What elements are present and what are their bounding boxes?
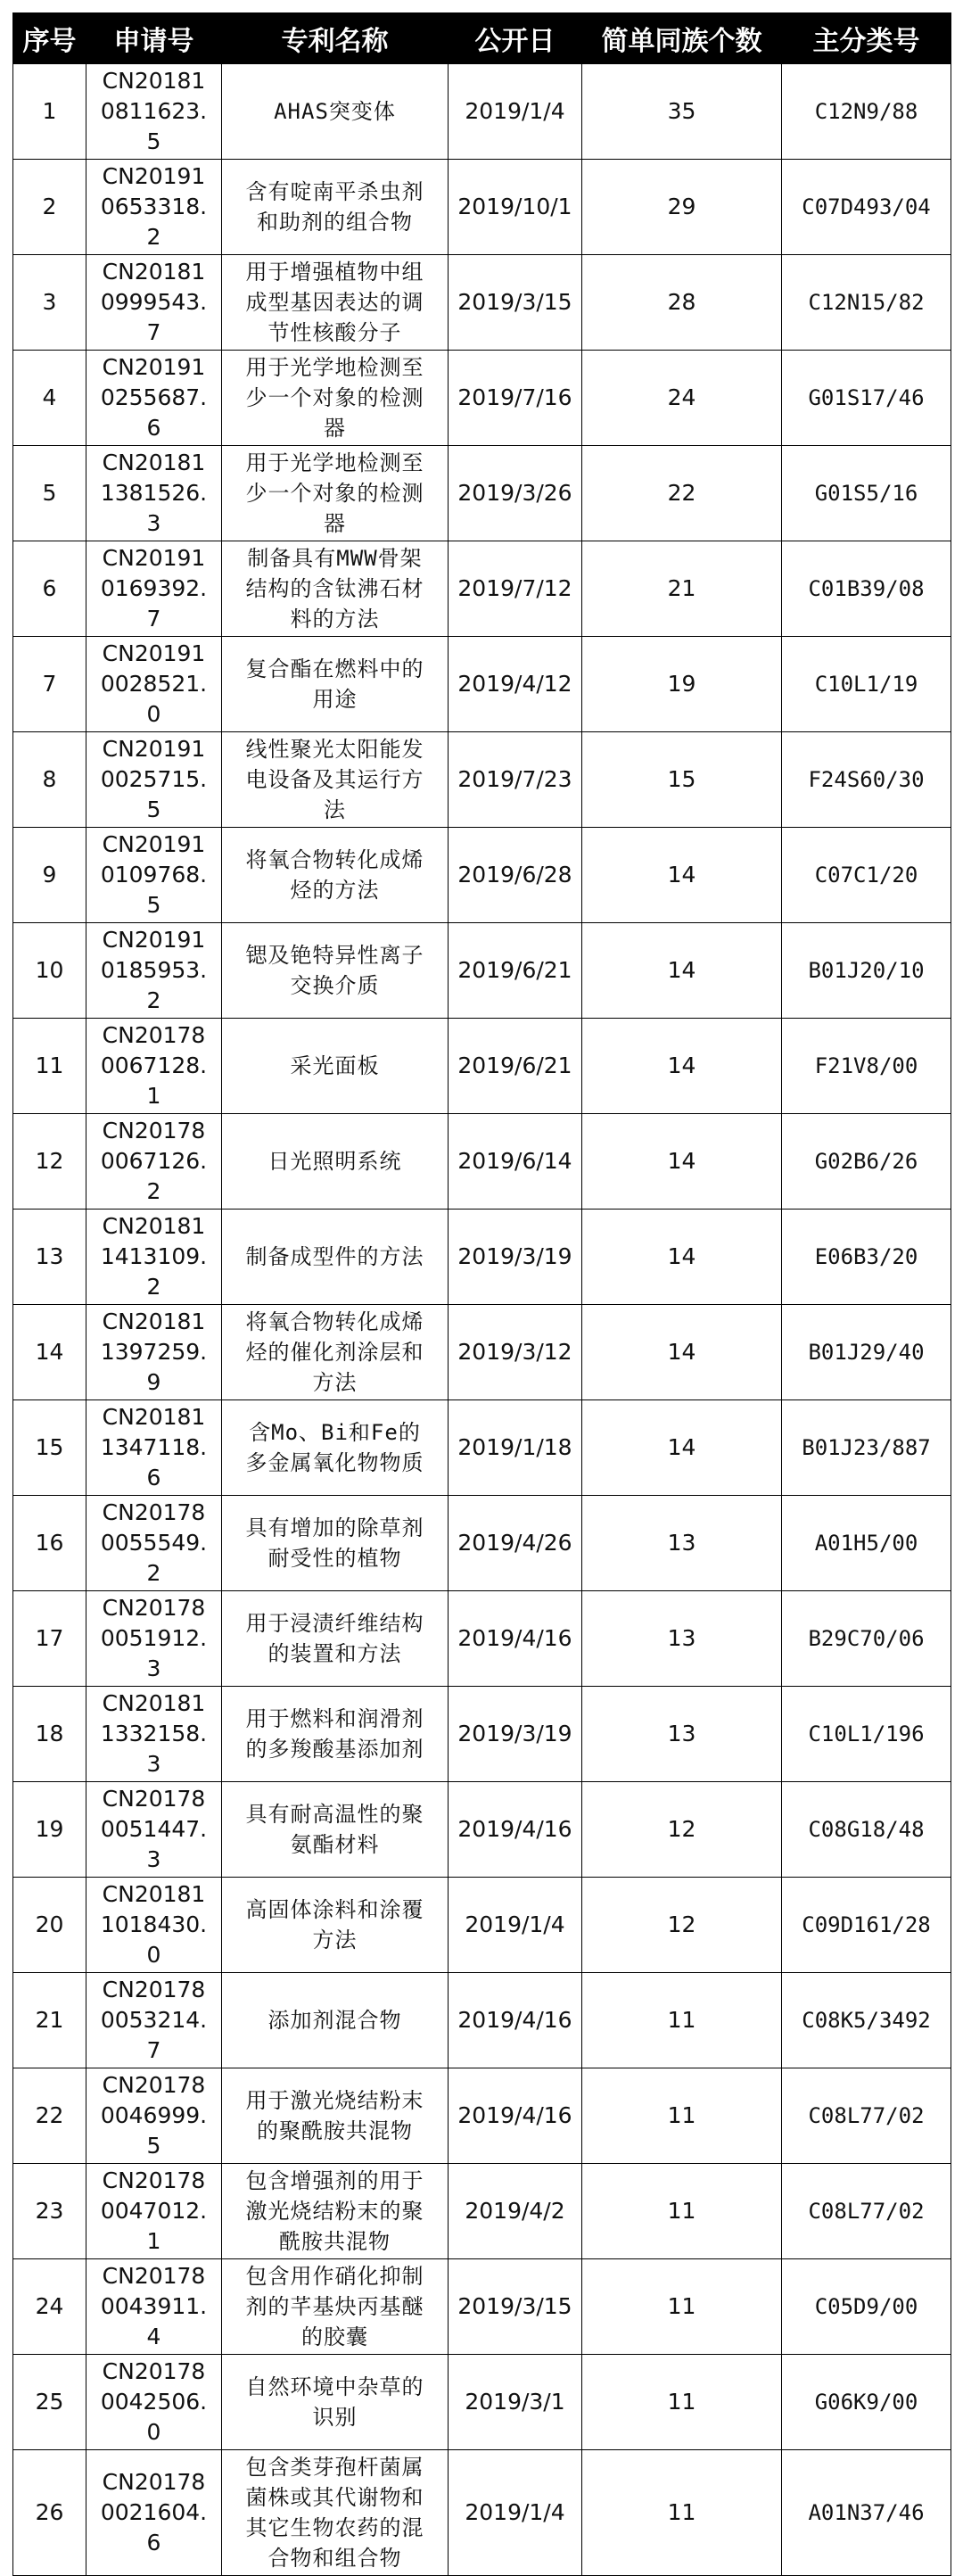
cell-publication-date: 2019/3/26 xyxy=(449,446,582,541)
cell-seq: 2 xyxy=(13,160,86,255)
table-row xyxy=(13,446,951,541)
cell-patent-name: 用于光学地检测至少一个对象的检测器 xyxy=(222,351,449,446)
cell-family-count: 12 xyxy=(582,1782,782,1878)
cell-main-class: G01S17/46 xyxy=(782,351,951,446)
header-application-number: 申请号 xyxy=(86,13,222,64)
cell-family-count: 14 xyxy=(582,923,782,1019)
cell-publication-date: 2019/4/16 xyxy=(449,1973,582,2068)
cell-seq: 20 xyxy=(13,1878,86,1973)
cell-main-class: A01H5/00 xyxy=(782,1496,951,1591)
table-row xyxy=(13,637,951,732)
cell-main-class: G01S5/16 xyxy=(782,446,951,541)
cell-seq: 16 xyxy=(13,1496,86,1591)
cell-family-count: 22 xyxy=(582,446,782,541)
cell-family-count: 12 xyxy=(582,1878,782,1973)
cell-main-class: A01N37/46 xyxy=(782,2450,951,2576)
cell-publication-date: 2019/4/16 xyxy=(449,1591,582,1687)
cell-application-number: CN201811381526.3 xyxy=(86,446,222,541)
cell-patent-name: 锶及铯特异性离子交换介质 xyxy=(222,923,449,1019)
cell-application-number: CN201910025715.5 xyxy=(86,732,222,828)
cell-application-number: CN201780021604.6 xyxy=(86,2450,222,2576)
cell-patent-name: 用于光学地检测至少一个对象的检测器 xyxy=(222,446,449,541)
cell-publication-date: 2019/1/4 xyxy=(449,2450,582,2576)
cell-patent-name: 制备成型件的方法 xyxy=(222,1210,449,1305)
cell-patent-name: 用于燃料和润滑剂的多羧酸基添加剂 xyxy=(222,1687,449,1782)
cell-seq: 3 xyxy=(13,255,86,351)
cell-patent-name: 自然环境中杂草的识别 xyxy=(222,2355,449,2450)
cell-patent-name: 线性聚光太阳能发电设备及其运行方法 xyxy=(222,732,449,828)
cell-family-count: 13 xyxy=(582,1496,782,1591)
cell-family-count: 14 xyxy=(582,1305,782,1400)
patent-table xyxy=(12,12,951,2576)
cell-main-class: C09D161/28 xyxy=(782,1878,951,1973)
patent-table-container xyxy=(12,12,951,2576)
cell-main-class: C08L77/02 xyxy=(782,2164,951,2259)
cell-seq: 4 xyxy=(13,351,86,446)
cell-publication-date: 2019/6/14 xyxy=(449,1114,582,1210)
table-row xyxy=(13,732,951,828)
cell-patent-name: 具有增加的除草剂耐受性的植物 xyxy=(222,1496,449,1591)
cell-patent-name: 含Mo、Bi和Fe的多金属氧化物物质 xyxy=(222,1400,449,1496)
cell-seq: 8 xyxy=(13,732,86,828)
table-row xyxy=(13,923,951,1019)
cell-main-class: C10L1/19 xyxy=(782,637,951,732)
table-row xyxy=(13,828,951,923)
cell-family-count: 21 xyxy=(582,541,782,637)
cell-publication-date: 2019/7/12 xyxy=(449,541,582,637)
cell-application-number: CN201810999543.7 xyxy=(86,255,222,351)
cell-patent-name: 包含增强剂的用于激光烧结粉末的聚酰胺共混物 xyxy=(222,2164,449,2259)
header-main-class: 主分类号 xyxy=(782,13,951,64)
cell-application-number: CN201811332158.3 xyxy=(86,1687,222,1782)
cell-publication-date: 2019/1/4 xyxy=(449,1878,582,1973)
cell-patent-name: 包含类芽孢杆菌属菌株或其代谢物和其它生物农药的混合物和组合物 xyxy=(222,2450,449,2576)
cell-main-class: B29C70/06 xyxy=(782,1591,951,1687)
cell-patent-name: 具有耐高温性的聚氨酯材料 xyxy=(222,1782,449,1878)
cell-family-count: 11 xyxy=(582,2164,782,2259)
table-row xyxy=(13,2259,951,2355)
cell-publication-date: 2019/3/15 xyxy=(449,255,582,351)
cell-main-class: C08G18/48 xyxy=(782,1782,951,1878)
cell-main-class: C10L1/196 xyxy=(782,1687,951,1782)
cell-family-count: 19 xyxy=(582,637,782,732)
cell-patent-name: 包含用作硝化抑制剂的芊基炔丙基醚的胶囊 xyxy=(222,2259,449,2355)
cell-patent-name: 日光照明系统 xyxy=(222,1114,449,1210)
cell-application-number: CN201780042506.0 xyxy=(86,2355,222,2450)
cell-patent-name: 将氧合物转化成烯烃的催化剂涂层和方法 xyxy=(222,1305,449,1400)
header-publication-date: 公开日 xyxy=(449,13,582,64)
cell-publication-date: 2019/7/23 xyxy=(449,732,582,828)
table-row xyxy=(13,2355,951,2450)
table-row xyxy=(13,1973,951,2068)
cell-application-number: CN201780046999.5 xyxy=(86,2068,222,2164)
cell-seq: 11 xyxy=(13,1019,86,1114)
table-row xyxy=(13,1400,951,1496)
table-row xyxy=(13,1019,951,1114)
cell-seq: 19 xyxy=(13,1782,86,1878)
cell-publication-date: 2019/3/15 xyxy=(449,2259,582,2355)
cell-seq: 25 xyxy=(13,2355,86,2450)
cell-seq: 7 xyxy=(13,637,86,732)
cell-application-number: CN201910185953.2 xyxy=(86,923,222,1019)
cell-publication-date: 2019/1/4 xyxy=(449,64,582,160)
cell-patent-name: 添加剂混合物 xyxy=(222,1973,449,2068)
cell-family-count: 11 xyxy=(582,1973,782,2068)
cell-publication-date: 2019/4/2 xyxy=(449,2164,582,2259)
cell-application-number: CN201780043911.4 xyxy=(86,2259,222,2355)
cell-application-number: CN201780051447.3 xyxy=(86,1782,222,1878)
header-patent-name: 专利名称 xyxy=(222,13,449,64)
cell-seq: 24 xyxy=(13,2259,86,2355)
cell-main-class: G02B6/26 xyxy=(782,1114,951,1210)
cell-main-class: B01J23/887 xyxy=(782,1400,951,1496)
cell-application-number: CN201780051912.3 xyxy=(86,1591,222,1687)
cell-family-count: 13 xyxy=(582,1591,782,1687)
cell-application-number: CN201780055549.2 xyxy=(86,1496,222,1591)
cell-publication-date: 2019/6/21 xyxy=(449,1019,582,1114)
cell-family-count: 14 xyxy=(582,1210,782,1305)
table-row xyxy=(13,1210,951,1305)
cell-main-class: F24S60/30 xyxy=(782,732,951,828)
table-row xyxy=(13,160,951,255)
cell-main-class: F21V8/00 xyxy=(782,1019,951,1114)
cell-seq: 13 xyxy=(13,1210,86,1305)
cell-family-count: 14 xyxy=(582,1114,782,1210)
cell-application-number: CN201780067128.1 xyxy=(86,1019,222,1114)
cell-seq: 5 xyxy=(13,446,86,541)
cell-main-class: C07D493/04 xyxy=(782,160,951,255)
cell-family-count: 28 xyxy=(582,255,782,351)
cell-seq: 1 xyxy=(13,64,86,160)
cell-main-class: C08L77/02 xyxy=(782,2068,951,2164)
cell-patent-name: 复合酯在燃料中的用途 xyxy=(222,637,449,732)
cell-application-number: CN201910109768.5 xyxy=(86,828,222,923)
cell-patent-name: 高固体涂料和涂覆方法 xyxy=(222,1878,449,1973)
cell-application-number: CN201811413109.2 xyxy=(86,1210,222,1305)
cell-family-count: 11 xyxy=(582,2068,782,2164)
cell-patent-name: 制备具有MWW骨架结构的含钛沸石材料的方法 xyxy=(222,541,449,637)
cell-application-number: CN201780053214.7 xyxy=(86,1973,222,2068)
cell-family-count: 11 xyxy=(582,2355,782,2450)
table-row xyxy=(13,1878,951,1973)
cell-publication-date: 2019/6/28 xyxy=(449,828,582,923)
table-row xyxy=(13,1782,951,1878)
cell-family-count: 35 xyxy=(582,64,782,160)
cell-patent-name: 采光面板 xyxy=(222,1019,449,1114)
cell-main-class: G06K9/00 xyxy=(782,2355,951,2450)
table-row xyxy=(13,541,951,637)
cell-publication-date: 2019/3/19 xyxy=(449,1687,582,1782)
cell-patent-name: 将氧合物转化成烯烃的方法 xyxy=(222,828,449,923)
table-row xyxy=(13,255,951,351)
table-row xyxy=(13,2450,951,2576)
cell-patent-name: 用于激光烧结粉末的聚酰胺共混物 xyxy=(222,2068,449,2164)
cell-application-number: CN201910028521.0 xyxy=(86,637,222,732)
table-header xyxy=(13,13,951,64)
cell-main-class: C07C1/20 xyxy=(782,828,951,923)
cell-seq: 21 xyxy=(13,1973,86,2068)
cell-main-class: E06B3/20 xyxy=(782,1210,951,1305)
cell-seq: 17 xyxy=(13,1591,86,1687)
cell-patent-name: 用于浸渍纤维结构的装置和方法 xyxy=(222,1591,449,1687)
cell-publication-date: 2019/6/21 xyxy=(449,923,582,1019)
cell-publication-date: 2019/4/26 xyxy=(449,1496,582,1591)
cell-patent-name: AHAS突变体 xyxy=(222,64,449,160)
cell-family-count: 11 xyxy=(582,2450,782,2576)
cell-publication-date: 2019/1/18 xyxy=(449,1400,582,1496)
cell-family-count: 14 xyxy=(582,1400,782,1496)
cell-patent-name: 用于增强植物中组成型基因表达的调节性核酸分子 xyxy=(222,255,449,351)
cell-seq: 22 xyxy=(13,2068,86,2164)
cell-publication-date: 2019/3/19 xyxy=(449,1210,582,1305)
cell-seq: 12 xyxy=(13,1114,86,1210)
cell-publication-date: 2019/7/16 xyxy=(449,351,582,446)
cell-main-class: C05D9/00 xyxy=(782,2259,951,2355)
cell-application-number: CN201810811623.5 xyxy=(86,64,222,160)
cell-application-number: CN201910255687.6 xyxy=(86,351,222,446)
cell-family-count: 11 xyxy=(582,2259,782,2355)
table-row xyxy=(13,1496,951,1591)
table-body xyxy=(13,64,951,2576)
cell-main-class: C12N9/88 xyxy=(782,64,951,160)
table-row xyxy=(13,351,951,446)
cell-publication-date: 2019/4/12 xyxy=(449,637,582,732)
header-family-count: 简单同族个数 xyxy=(582,13,782,64)
cell-application-number: CN201910653318.2 xyxy=(86,160,222,255)
cell-application-number: CN201811347118.6 xyxy=(86,1400,222,1496)
cell-main-class: C01B39/08 xyxy=(782,541,951,637)
cell-application-number: CN201811018430.0 xyxy=(86,1878,222,1973)
cell-application-number: CN201811397259.9 xyxy=(86,1305,222,1400)
cell-seq: 26 xyxy=(13,2450,86,2576)
cell-main-class: C12N15/82 xyxy=(782,255,951,351)
cell-family-count: 29 xyxy=(582,160,782,255)
cell-publication-date: 2019/4/16 xyxy=(449,1782,582,1878)
cell-application-number: CN201910169392.7 xyxy=(86,541,222,637)
cell-family-count: 24 xyxy=(582,351,782,446)
cell-family-count: 14 xyxy=(582,828,782,923)
cell-publication-date: 2019/4/16 xyxy=(449,2068,582,2164)
table-row xyxy=(13,2068,951,2164)
cell-publication-date: 2019/3/1 xyxy=(449,2355,582,2450)
header-row xyxy=(13,13,951,64)
cell-main-class: B01J20/10 xyxy=(782,923,951,1019)
cell-seq: 15 xyxy=(13,1400,86,1496)
table-row xyxy=(13,1687,951,1782)
cell-seq: 23 xyxy=(13,2164,86,2259)
cell-seq: 14 xyxy=(13,1305,86,1400)
table-row xyxy=(13,2164,951,2259)
cell-publication-date: 2019/10/1 xyxy=(449,160,582,255)
table-row xyxy=(13,1114,951,1210)
cell-application-number: CN201780067126.2 xyxy=(86,1114,222,1210)
table-row xyxy=(13,1305,951,1400)
cell-application-number: CN201780047012.1 xyxy=(86,2164,222,2259)
table-row xyxy=(13,64,951,160)
cell-publication-date: 2019/3/12 xyxy=(449,1305,582,1400)
cell-patent-name: 含有啶南平杀虫剂和助剂的组合物 xyxy=(222,160,449,255)
header-seq: 序号 xyxy=(13,13,86,64)
cell-seq: 10 xyxy=(13,923,86,1019)
cell-seq: 6 xyxy=(13,541,86,637)
cell-family-count: 15 xyxy=(582,732,782,828)
cell-seq: 18 xyxy=(13,1687,86,1782)
cell-family-count: 13 xyxy=(582,1687,782,1782)
table-row xyxy=(13,1591,951,1687)
cell-family-count: 14 xyxy=(582,1019,782,1114)
cell-seq: 9 xyxy=(13,828,86,923)
cell-main-class: C08K5/3492 xyxy=(782,1973,951,2068)
cell-main-class: B01J29/40 xyxy=(782,1305,951,1400)
